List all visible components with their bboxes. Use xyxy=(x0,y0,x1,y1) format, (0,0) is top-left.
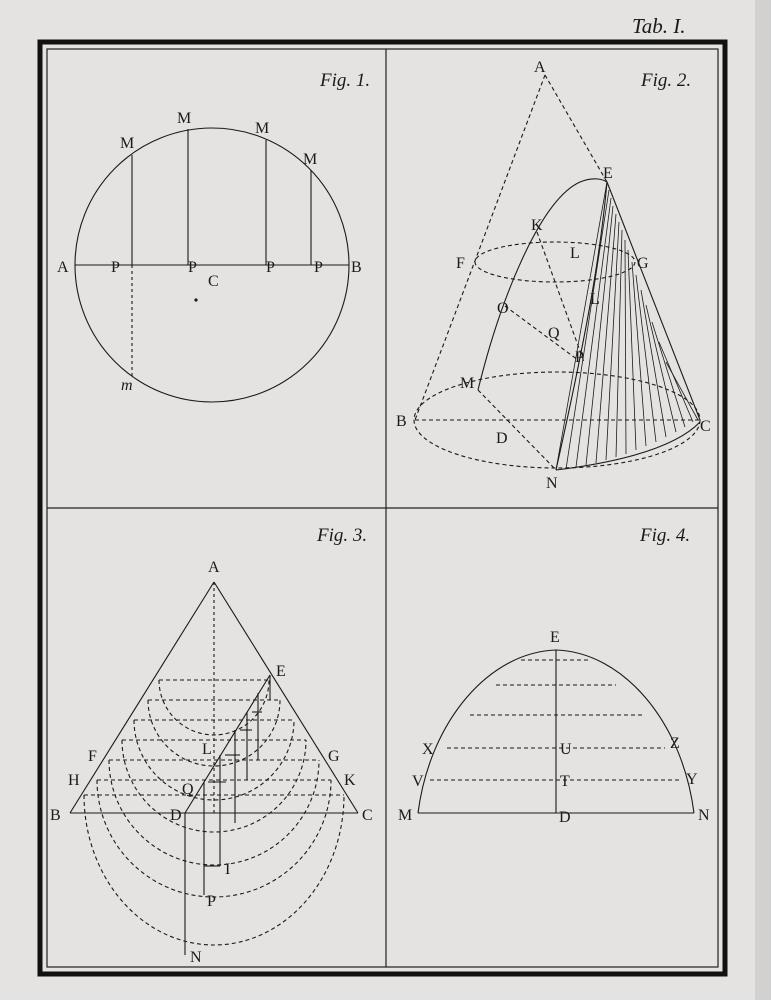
fig1-label-P4: P xyxy=(314,259,323,276)
fig2-label-D: D xyxy=(496,430,508,447)
fig1-label-P2: P xyxy=(188,259,197,276)
fig1-center-dot xyxy=(194,298,197,301)
fig4-label-Y: Y xyxy=(686,771,698,788)
fig2-label-M: M xyxy=(460,375,475,392)
plate-label: Tab. I. xyxy=(632,14,686,38)
fig1-label-M3: M xyxy=(255,120,270,137)
fig2-label-N: N xyxy=(546,475,558,492)
fig4-label-Z: Z xyxy=(670,735,680,752)
fig3-label-H: H xyxy=(68,772,80,789)
fig4-label-V: V xyxy=(412,773,424,790)
fig2-label-F: F xyxy=(456,255,465,272)
fig1-label-M4: M xyxy=(303,151,318,168)
fig2-label-C: C xyxy=(700,418,711,435)
fig4-label-U: U xyxy=(560,741,572,758)
fig2-label-K: K xyxy=(531,217,543,234)
fig3-label-P: P xyxy=(207,893,216,910)
fig4-caption: Fig. 4. xyxy=(640,525,691,546)
fig1-label-M2: M xyxy=(177,110,192,127)
fig3-label-K: K xyxy=(344,772,356,789)
fig1-label-B: B xyxy=(351,259,362,276)
fig3-label-Q: Q xyxy=(182,781,194,798)
fig3-label-A: A xyxy=(208,559,220,576)
fig4-label-D: D xyxy=(559,809,571,826)
fig2-label-B: B xyxy=(396,413,407,430)
fig2-label-Q: Q xyxy=(548,325,560,342)
fig3-label-N: N xyxy=(190,949,202,966)
fig1-label-P3: P xyxy=(266,259,275,276)
fig4-label-N: N xyxy=(698,807,710,824)
fig2-label-P: P xyxy=(575,349,584,366)
fig3-label-C: C xyxy=(362,807,373,824)
fig2-label-E: E xyxy=(603,165,613,182)
fig4-label-E: E xyxy=(550,629,560,646)
fig2-label-L1: L xyxy=(570,245,580,262)
fig3-label-E: E xyxy=(276,663,286,680)
fig3-label-D: D xyxy=(170,807,182,824)
paper-shadow-right xyxy=(755,0,771,1000)
fig3-label-L: L xyxy=(202,741,212,758)
fig3-label-F: F xyxy=(88,748,97,765)
fig1-label-M1: M xyxy=(120,135,135,152)
fig3-label-G: G xyxy=(328,748,340,765)
fig3-caption: Fig. 3. xyxy=(317,525,368,546)
fig4-label-X: X xyxy=(422,741,434,758)
fig1-label-C: C xyxy=(208,273,219,290)
fig2-label-L2: L xyxy=(590,291,600,308)
fig3-label-B: B xyxy=(50,807,61,824)
fig1-label-A: A xyxy=(57,259,69,276)
fig2-label-O: O xyxy=(497,300,509,317)
fig1-label-P1: P xyxy=(111,259,120,276)
fig3-label-I: I xyxy=(225,861,231,878)
fig2-label-G: G xyxy=(637,255,649,272)
fig4-label-M: M xyxy=(398,807,413,824)
fig2-caption: Fig. 2. xyxy=(641,70,692,91)
fig1-caption: Fig. 1. xyxy=(320,70,371,91)
fig4-label-T: T xyxy=(560,773,570,790)
fig1-label-m: m xyxy=(121,377,133,394)
fig2-label-A: A xyxy=(534,59,546,76)
